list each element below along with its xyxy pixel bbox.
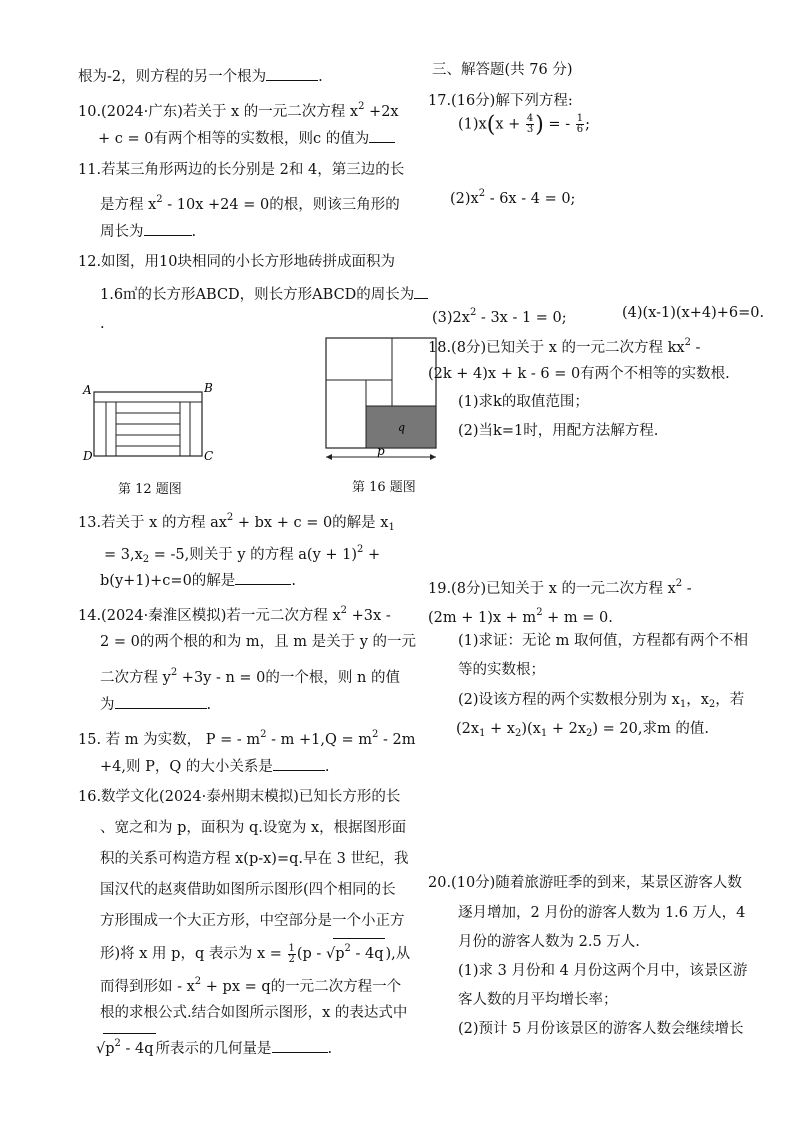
q16-line2: 、宽之和为 p，面积为 q.设宽为 x，根据图形面 (100, 820, 407, 836)
q16-line6: 形)将 x 用 p，q 表示为 x = $\frac{1}{2}$ ($p - √p^2 - 4q$ ),从 (100, 938, 410, 965)
q12-line3: . (100, 316, 105, 332)
q16-line8: 根的求根公式.结合如图所示图形，x 的表达式中 (100, 1005, 408, 1021)
q20-part1b: 客人数的月平均增长率； (458, 992, 618, 1008)
vertex-d-label: D (83, 449, 93, 463)
q19-part2b: $(2x_1 + x_2)(x_1 + 2x_2) = 20$,求m 的值. (456, 721, 709, 739)
figure-12 (80, 336, 230, 466)
q17-part4: (4)(x-1)(x+4)+6=0. (622, 305, 765, 321)
q17-part3: $(3)2x^2 - 3x - 1 = 0$; (432, 307, 567, 326)
q13-line1: 13.若关于 x 的方程 $ax^2$ + bx + c = 0的解是 $x_1$ (78, 512, 395, 533)
q11-line1: 11.若某三角形两边的长分别是 2和 4，第三边的长 (78, 162, 405, 178)
q19-line2: $(2m + 1)x + m^2 + m = 0$. (428, 607, 613, 626)
q20-part1a: (1)求 3 月份和 4 月份这两个月中，该景区游 (458, 963, 748, 979)
q11-line2: 是方程 $x^2 - 10x +24 = 0$的根，则该三角形的 (100, 194, 400, 213)
q18-line1: 18.(8分)已知关于 x 的一元二次方程 $kx^2$ - (428, 337, 701, 356)
q12-line2: 1.6㎡的长方形ABCD，则长方形ABCD的周长为 (100, 284, 428, 305)
q14-line3: 二次方程 $y^2 +3y - n = 0$的一个根，则 n 的值 (100, 667, 400, 686)
q19-line1: 19.(8分)已知关于 x 的一元二次方程 $x^2$ - (428, 578, 692, 597)
q17-part2: $(2)x^2 - 6x - 4 = 0$; (450, 188, 576, 207)
answer-blank[interactable] (266, 66, 318, 81)
q10-line2: + c = 0有两个相等的实数根，则c 的值为 (98, 128, 395, 149)
q17-part1: (1)x(x + $\frac{4}{3}$ ) = - $\frac{1}{6}$ ; (458, 112, 590, 138)
answer-blank[interactable] (414, 284, 428, 299)
q16-line3: 积的关系可构造方程 x(p-x)=q.早在 3 世纪，我 (100, 851, 409, 867)
q18-part2: (2)当k=1时，用配方法解方程. (458, 423, 659, 439)
q13-line2: = $3,x_2 = -5$,则关于 y 的方程 $a(y + 1)^2$ + (104, 544, 381, 565)
q16-line9: $√p^2 - 4q$ 所表示的几何量是 . (96, 1033, 332, 1059)
vertex-c-label: C (204, 449, 214, 463)
section-title: 三、解答题(共 76 分) (432, 62, 573, 78)
q20-line2: 逐月增加，2 月份的游客人数为 1.6 万人，4 (458, 905, 746, 921)
q13-line3: b(y+1)+c=0的解是 . (100, 570, 296, 591)
q12-line1: 12.如图，用10块相同的小长方形地砖拼成面积为 (78, 254, 396, 270)
q11-line3: 周长为 . (100, 221, 196, 242)
q20-line3: 月份的游客人数为 2.5 万人. (458, 934, 640, 950)
q10-line1: 10.(2024·广东)若关于 x 的一元二次方程 $x^2 +2x$ (78, 101, 399, 120)
q14-line2: 2 = 0的两个根的和为 m，且 m 是关于 y 的一元 (100, 634, 417, 650)
figure-16 (322, 336, 442, 466)
q16-line7: 而得到形如 - $x^2$ + px = q的一元二次方程一个 (100, 976, 402, 995)
vertex-a-label: A (83, 383, 92, 397)
figure-16-caption: 第 16 题图 (352, 480, 416, 495)
p-label: p (377, 444, 385, 458)
answer-blank[interactable] (272, 1038, 328, 1053)
q14-line1: 14.(2024·秦淮区模拟)若一元二次方程 $x^2 +3x$ - (78, 605, 391, 624)
q18-part1: (1)求k的取值范围； (458, 394, 589, 410)
q16-line5: 方形围成一个大正方形，中空部分是一个小正方 (100, 913, 405, 929)
answer-blank[interactable] (369, 128, 395, 143)
q20-part2: (2)预计 5 月份该景区的游客人数会继续增长 (458, 1021, 744, 1037)
q14-line4: 为 . (100, 694, 211, 715)
q15-line2: +4,则 P，Q 的大小关系是 . (100, 756, 329, 777)
q16-line1: 16.数学文化(2024·泰州期末模拟)已知长方形的长 (78, 789, 401, 805)
q17-title: 17.(16分)解下列方程: (428, 93, 573, 109)
q9-tail: 根为-2，则方程的另一个根为 . (78, 66, 323, 87)
vertex-b-label: B (204, 381, 213, 395)
q19-part2a: (2)设该方程的两个实数根分别为 $x_1$，$x_2$，若 (458, 692, 745, 710)
q20-line1: 20.(10分)随着旅游旺季的到来，某景区游客人数 (428, 875, 742, 891)
figure-12-caption: 第 12 题图 (118, 482, 182, 497)
q19-part1b: 等的实数根； (458, 662, 545, 678)
answer-blank[interactable] (273, 756, 325, 771)
answer-blank[interactable] (235, 570, 291, 585)
answer-blank[interactable] (115, 694, 207, 709)
q-label: q (398, 421, 406, 434)
q16-line4: 国汉代的赵爽借助如图所示图形(四个相同的长 (100, 882, 396, 898)
q19-part1a: (1)求证：无论 m 取何值，方程都有两个不相 (458, 633, 749, 649)
q15-line1: 15. 若 m 为实数， P = - $m^2 - m +1,Q = m^2 - 2m$ (78, 729, 416, 748)
q18-line2: (2k + 4)x + k - 6 = 0有两个不相等的实数根. (428, 366, 730, 382)
answer-blank[interactable] (144, 221, 192, 236)
